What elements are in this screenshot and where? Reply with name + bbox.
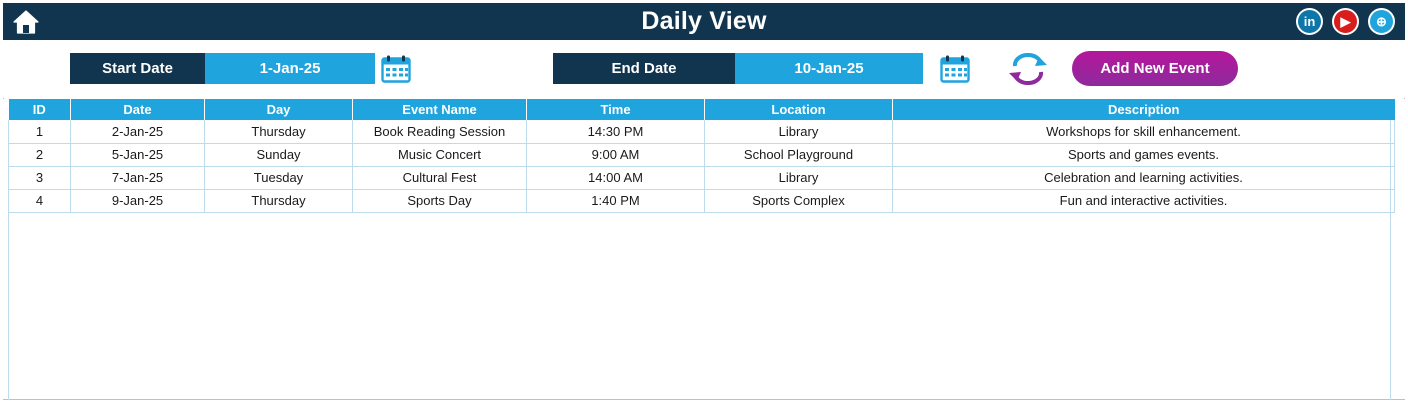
title-bar <box>3 3 1405 40</box>
cell-event: Sports Day <box>353 189 527 212</box>
cell-location: School Playground <box>705 143 893 166</box>
refresh-icon[interactable] <box>1007 52 1049 86</box>
cell-description: Sports and games events. <box>893 143 1395 166</box>
cell-day: Tuesday <box>205 166 353 189</box>
cell-time: 14:00 AM <box>527 166 705 189</box>
column-header-description[interactable]: Description <box>893 99 1395 120</box>
column-header-event-name[interactable]: Event Name <box>353 99 527 120</box>
cell-time: 9:00 AM <box>527 143 705 166</box>
column-header-time[interactable]: Time <box>527 99 705 120</box>
website-glyph: ⊕ <box>1376 13 1387 29</box>
start-date-value[interactable]: 1-Jan-25 <box>205 53 375 84</box>
grid-right-rule <box>1390 120 1391 400</box>
start-date-calendar-icon[interactable] <box>379 52 413 85</box>
column-header-id[interactable]: ID <box>9 99 71 120</box>
table-row[interactable] <box>9 189 1395 212</box>
cell-day: Sunday <box>205 143 353 166</box>
cell-date: 2-Jan-25 <box>71 120 205 143</box>
column-header-date[interactable]: Date <box>71 99 205 120</box>
page-title: Daily View <box>641 7 767 35</box>
cell-event: Music Concert <box>353 143 527 166</box>
cell-time: 1:40 PM <box>527 189 705 212</box>
website-icon[interactable] <box>1368 8 1395 35</box>
end-date-label: End Date <box>553 53 735 84</box>
linkedin-icon[interactable] <box>1296 8 1323 35</box>
end-date-value[interactable]: 10-Jan-25 <box>735 53 923 84</box>
cell-event: Book Reading Session <box>353 120 527 143</box>
cell-id: 4 <box>9 189 71 212</box>
cell-id: 2 <box>9 143 71 166</box>
add-new-event-button[interactable]: Add New Event <box>1072 51 1238 86</box>
cell-day: Thursday <box>205 120 353 143</box>
grid-left-rule <box>8 120 9 400</box>
cell-time: 14:30 PM <box>527 120 705 143</box>
table-row[interactable] <box>9 143 1395 166</box>
youtube-icon[interactable] <box>1332 8 1359 35</box>
linkedin-glyph: in <box>1303 14 1316 29</box>
cell-description: Celebration and learning activities. <box>893 166 1395 189</box>
events-table <box>8 99 1395 213</box>
table-header-row <box>9 99 1395 120</box>
cell-date: 9-Jan-25 <box>71 189 205 212</box>
events-table-container <box>3 99 1405 400</box>
table-row[interactable] <box>9 166 1395 189</box>
start-date-label: Start Date <box>70 53 205 84</box>
cell-location: Sports Complex <box>705 189 893 212</box>
cell-event: Cultural Fest <box>353 166 527 189</box>
cell-location: Library <box>705 166 893 189</box>
end-date-calendar-icon[interactable] <box>938 52 972 85</box>
cell-id: 3 <box>9 166 71 189</box>
social-links <box>1296 8 1395 35</box>
youtube-glyph: ▶ <box>1340 13 1351 29</box>
cell-location: Library <box>705 120 893 143</box>
cell-description: Workshops for skill enhancement. <box>893 120 1395 143</box>
cell-date: 7-Jan-25 <box>71 166 205 189</box>
cell-day: Thursday <box>205 189 353 212</box>
cell-date: 5-Jan-25 <box>71 143 205 166</box>
cell-description: Fun and interactive activities. <box>893 189 1395 212</box>
column-header-day[interactable]: Day <box>205 99 353 120</box>
table-row[interactable] <box>9 120 1395 143</box>
cell-id: 1 <box>9 120 71 143</box>
column-header-location[interactable]: Location <box>705 99 893 120</box>
